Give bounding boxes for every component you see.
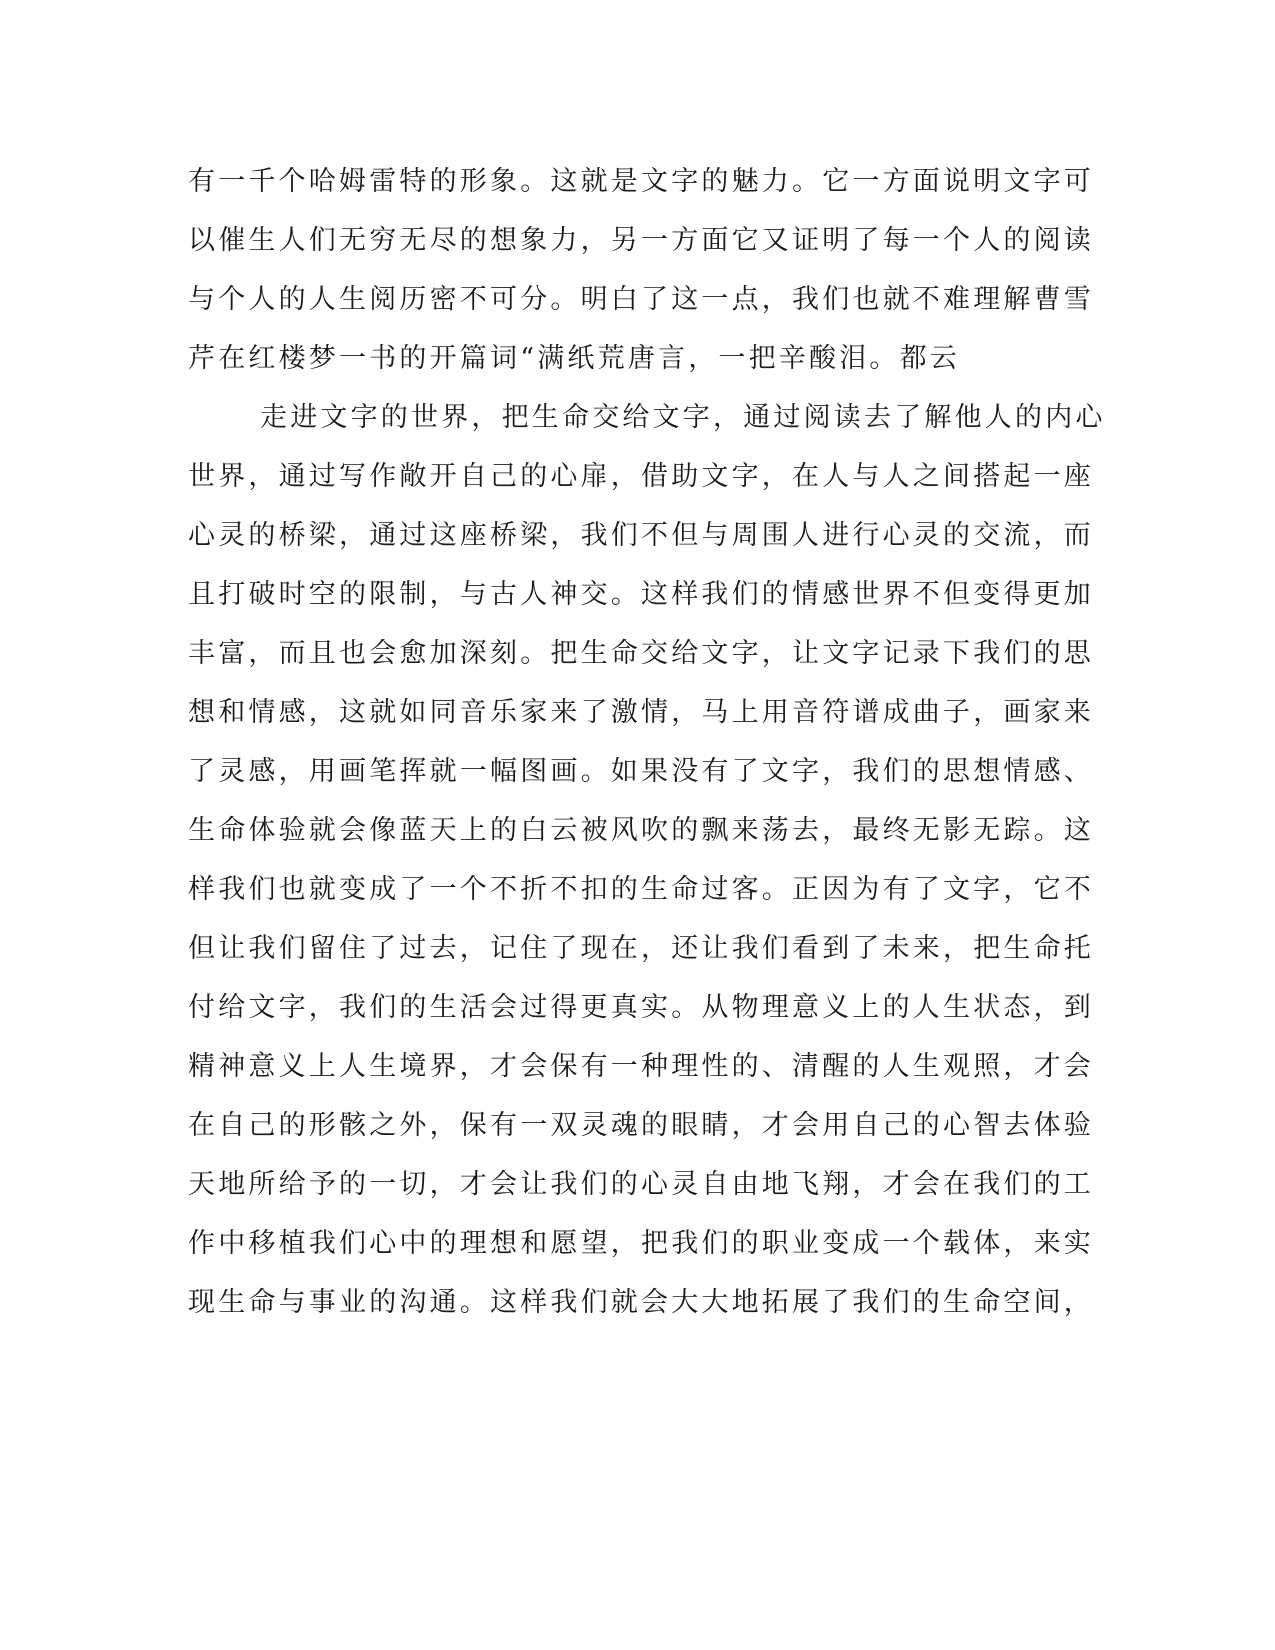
text-line: 与个人的人生阅历密不可分。明白了这一点，我们也就不难理解曹雪 — [188, 284, 1094, 315]
text-line: 世界，通过写作敞开自己的心扉，借助文字，在人与人之间搭起一座 — [188, 461, 1094, 492]
text-line: 付给文字，我们的生活会过得更真实。从物理意义上的人生状态，到 — [188, 992, 1094, 1023]
text-line: 丰富，而且也会愈加深刻。把生命交给文字，让文字记录下我们的思 — [188, 638, 1094, 669]
text-line: 作中移植我们心中的理想和愿望，把我们的职业变成一个载体，来实 — [188, 1228, 1094, 1259]
text-line: 精神意义上人生境界，才会保有一种理性的、清醒的人生观照，才会 — [188, 1051, 1094, 1082]
text-line: 以催生人们无穷无尽的想象力，另一方面它又证明了每一个人的阅读 — [188, 225, 1094, 256]
text-line: 样我们也就变成了一个不折不扣的生命过客。正因为有了文字，它不 — [188, 874, 1094, 905]
text-line: 生命体验就会像蓝天上的白云被风吹的飘来荡去，最终无影无踪。这 — [188, 815, 1094, 846]
text-line: 天地所给予的一切，才会让我们的心灵自由地飞翔，才会在我们的工 — [188, 1169, 1094, 1200]
paragraph-first-line: 走进文字的世界，把生命交给文字，通过阅读去了解他人的内心 — [260, 402, 1106, 433]
text-line: 芹在红楼梦一书的开篇词“满纸荒唐言，一把辛酸泪。都云 — [188, 343, 961, 374]
text-line: 想和情感，这就如同音乐家来了激情，马上用音符谱成曲子，画家来 — [188, 697, 1094, 728]
text-line: 在自己的形骸之外，保有一双灵魂的眼睛，才会用自己的心智去体验 — [188, 1110, 1094, 1141]
text-line: 心灵的桥梁，通过这座桥梁，我们不但与周围人进行心灵的交流，而 — [188, 520, 1094, 551]
text-line: 了灵感，用画笔挥就一幅图画。如果没有了文字，我们的思想情感、 — [188, 756, 1094, 787]
text-line: 但让我们留住了过去，记住了现在，还让我们看到了未来，把生命托 — [188, 933, 1094, 964]
text-line: 有一千个哈姆雷特的形象。这就是文字的魅力。它一方面说明文字可 — [188, 166, 1094, 197]
text-line: 且打破时空的限制，与古人神交。这样我们的情感世界不但变得更加 — [188, 579, 1094, 610]
text-line: 现生命与事业的沟通。这样我们就会大大地拓展了我们的生命空间， — [188, 1287, 1094, 1318]
